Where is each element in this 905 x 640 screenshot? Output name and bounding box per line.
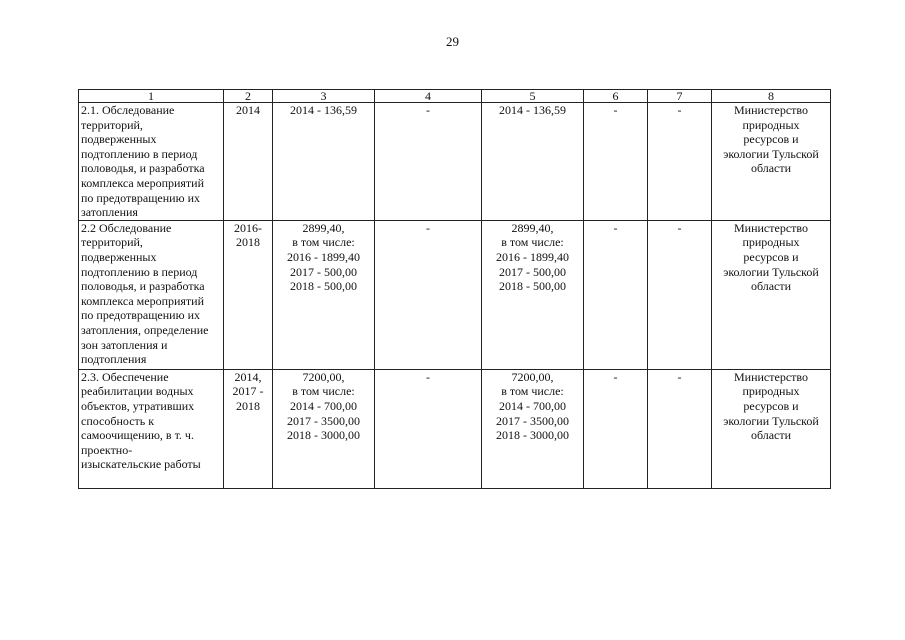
total-funding-cell [273,220,375,369]
text-line: 2014 - 136,59 [499,103,566,117]
text-line: 2899,40, [511,220,554,235]
text-line: Министерство [734,103,808,117]
text-line: в том числе: [292,384,355,399]
text-line: 2017 - 500,00 [290,264,357,279]
text-line: в том числе: [501,384,564,399]
text-line: 7200,00, [511,369,554,384]
table-row [79,103,831,221]
text-line: 2018 - 3000,00 [496,428,569,443]
period-cell [224,220,273,369]
text-line: 7200,00, [302,369,345,384]
text-line: области [750,161,792,176]
text-line: 2016 - 1899,40 [287,249,360,264]
measure-description-cell [79,103,224,221]
program-table [78,89,831,489]
other-funding-cell: - [648,220,712,369]
text-line: способность к [81,413,155,428]
period-cell [224,369,273,488]
text-line: 2014, [234,369,262,384]
text-line: по предотвращению их [81,190,200,205]
text-line: экологии Тульской [723,264,819,279]
text-line: изыскательские работы [81,457,201,472]
column-header: 1 [79,90,224,103]
federal-funding-cell: - [375,369,482,488]
column-header: 4 [375,90,482,103]
text-line: затопления [81,205,138,220]
text-line: области [750,279,792,294]
measure-description-cell [79,369,224,488]
text-line: 2014 - 700,00 [499,398,566,413]
text-line: 2018 - 500,00 [499,279,566,294]
text-line: подтоплению в период [81,146,198,161]
text-line: экологии Тульской [723,413,819,428]
column-header: 3 [273,90,375,103]
column-header: 7 [648,90,712,103]
text-line: 2014 - 136,59 [290,103,357,117]
text-line: 2018 [236,235,260,250]
text-line: природных [742,384,800,399]
local-funding-cell: - [584,103,648,221]
column-header: 8 [712,90,831,103]
regional-funding-cell [482,220,584,369]
text-line: 2017 - 3500,00 [287,413,360,428]
text-line: 2018 - 500,00 [290,279,357,294]
text-line: 2017 - [232,384,264,399]
text-line: подверженных [81,249,157,264]
federal-funding-cell: - [375,220,482,369]
other-funding-cell: - [648,369,712,488]
text-line: самоочищению, в т. ч. [81,428,194,443]
text-line: 2017 - 500,00 [499,264,566,279]
text-line: половодья, и разработка [81,279,205,294]
text-line: по предотвращению их [81,308,200,323]
page-number: 29 [446,34,459,49]
text-line: ресурсов и [743,398,799,413]
other-funding-cell: - [648,103,712,221]
table-row [79,220,831,369]
text-line: в том числе: [501,235,564,250]
executor-cell [712,369,831,488]
executor-cell [712,220,831,369]
text-line: 2014 - 700,00 [290,398,357,413]
text-line: в том числе: [292,235,355,250]
period-cell [224,103,273,221]
text-line: проектно- [81,442,133,457]
text-line: ресурсов и [743,249,799,264]
text-line: Министерство [734,369,808,384]
text-line: подтоплению в период [81,264,198,279]
text-line: подверженных [81,132,157,147]
regional-funding-cell [482,369,584,488]
column-header: 2 [224,90,273,103]
table-header-row [79,90,831,103]
text-line: объектов, утративших [81,398,195,413]
local-funding-cell: - [584,369,648,488]
text-line: 2016 - 1899,40 [496,249,569,264]
text-line: экологии Тульской [723,146,819,161]
federal-funding-cell: - [375,103,482,221]
measure-description-cell [79,220,224,369]
total-funding-cell [273,103,375,221]
text-line: 2899,40, [302,220,345,235]
text-line: комплекса мероприятий [81,293,205,308]
text-line: 2.1. Обследование [81,103,175,117]
text-line: подтопления [81,352,147,367]
text-line: 2018 - 3000,00 [287,428,360,443]
text-line: природных [742,235,800,250]
column-header: 6 [584,90,648,103]
text-line: территорий, [81,117,143,132]
text-line: Министерство [734,220,808,235]
text-line: 2.2 Обследование [81,220,172,235]
text-line: ресурсов и [743,132,799,147]
text-line: природных [742,117,800,132]
text-line: 2.3. Обеспечение [81,369,169,384]
total-funding-cell [273,369,375,488]
text-line: области [750,428,792,443]
column-header: 5 [482,90,584,103]
regional-funding-cell [482,103,584,221]
text-line: 2018 [236,398,260,413]
table-row [79,369,831,488]
text-line: зон затопления и [81,337,168,352]
text-line: 2014 [236,103,260,117]
text-line: территорий, [81,235,143,250]
text-line: 2017 - 3500,00 [496,413,569,428]
text-line: затопления, определение [81,322,209,337]
text-line: комплекса мероприятий [81,175,205,190]
text-line: половодья, и разработка [81,161,205,176]
local-funding-cell: - [584,220,648,369]
text-line: реабилитации водных [81,384,194,399]
text-line: 2016- [234,220,262,235]
executor-cell [712,103,831,221]
